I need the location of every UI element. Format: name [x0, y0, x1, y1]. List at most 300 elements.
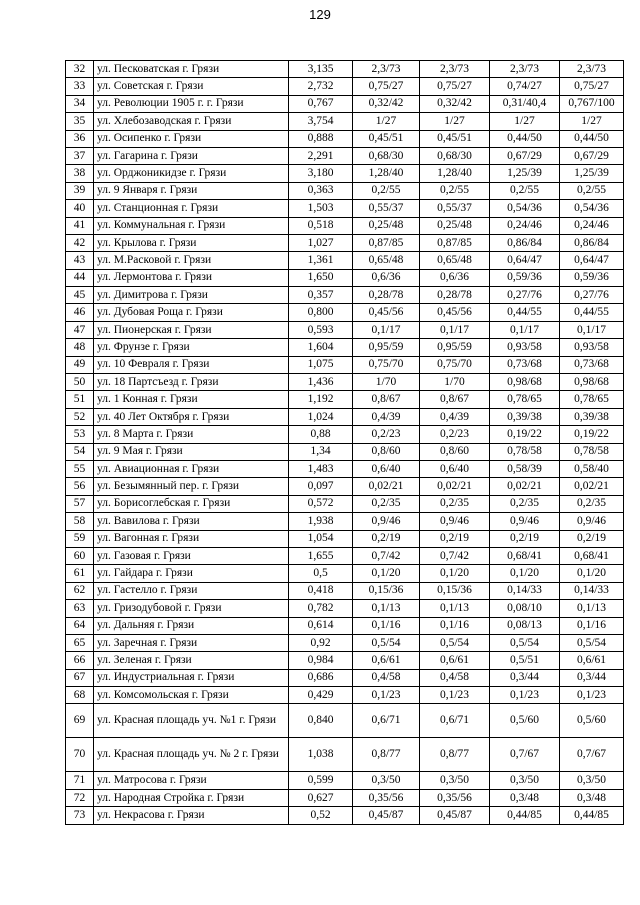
value-col-4: 0,73/68	[490, 356, 560, 373]
table-row	[66, 113, 624, 130]
value-col-1: 2,291	[289, 147, 353, 164]
row-number: 37	[66, 147, 94, 164]
table-row	[66, 304, 624, 321]
street-name: ул. Осипенко г. Грязи	[94, 130, 289, 147]
value-col-2: 0,8/67	[353, 391, 420, 408]
value-col-5: 0,44/55	[560, 304, 624, 321]
row-number: 71	[66, 772, 94, 789]
street-name: ул. Димитрова г. Грязи	[94, 287, 289, 304]
value-col-4: 0,9/46	[490, 513, 560, 530]
value-col-3: 0,1/17	[420, 321, 490, 338]
street-name: ул. М.Расковой г. Грязи	[94, 252, 289, 269]
value-col-2: 0,65/48	[353, 252, 420, 269]
value-col-3: 0,65/48	[420, 252, 490, 269]
value-col-3: 2,3/73	[420, 61, 490, 78]
row-number: 40	[66, 200, 94, 217]
value-col-5: 0,1/23	[560, 687, 624, 704]
street-name: ул. 40 Лет Октября г. Грязи	[94, 408, 289, 425]
row-number: 35	[66, 113, 94, 130]
table-row	[66, 339, 624, 356]
street-name: ул. Советская г. Грязи	[94, 78, 289, 95]
value-col-1: 1,650	[289, 269, 353, 286]
value-col-5: 0,3/48	[560, 789, 624, 806]
value-col-4: 0,54/36	[490, 200, 560, 217]
value-col-1: 1,34	[289, 443, 353, 460]
row-number: 38	[66, 165, 94, 182]
table-row	[66, 78, 624, 95]
value-col-3: 0,2/35	[420, 495, 490, 512]
value-col-3: 0,55/37	[420, 200, 490, 217]
value-col-3: 0,2/23	[420, 426, 490, 443]
value-col-4: 0,19/22	[490, 426, 560, 443]
street-name: ул. Песковатская г. Грязи	[94, 61, 289, 78]
value-col-5: 1/27	[560, 113, 624, 130]
value-col-5: 2,3/73	[560, 61, 624, 78]
value-col-2: 0,6/71	[353, 704, 420, 738]
value-col-5: 0,86/84	[560, 234, 624, 251]
value-col-5: 0,5/54	[560, 634, 624, 651]
street-name: ул. Революции 1905 г. г. Грязи	[94, 95, 289, 112]
value-col-4: 0,1/20	[490, 565, 560, 582]
value-col-2: 0,8/77	[353, 738, 420, 772]
value-col-4: 0,98/68	[490, 374, 560, 391]
street-name: ул. Красная площадь уч. №1 г. Грязи	[94, 704, 289, 738]
value-col-2: 1/27	[353, 113, 420, 130]
street-name: ул. Зеленая г. Грязи	[94, 652, 289, 669]
value-col-5: 0,1/17	[560, 321, 624, 338]
value-col-5: 0,24/46	[560, 217, 624, 234]
value-col-2: 0,4/39	[353, 408, 420, 425]
street-name: ул. Гризодубовой г. Грязи	[94, 600, 289, 617]
table-body	[66, 61, 624, 825]
value-col-2: 0,25/48	[353, 217, 420, 234]
value-col-5: 0,68/41	[560, 547, 624, 564]
value-col-2: 0,87/85	[353, 234, 420, 251]
row-number: 41	[66, 217, 94, 234]
value-col-5: 0,19/22	[560, 426, 624, 443]
value-col-4: 0,08/10	[490, 600, 560, 617]
value-col-5: 0,2/19	[560, 530, 624, 547]
value-col-3: 0,5/54	[420, 634, 490, 651]
street-name: ул. Борисоглебская г. Грязи	[94, 495, 289, 512]
value-col-2: 0,1/20	[353, 565, 420, 582]
value-col-3: 0,25/48	[420, 217, 490, 234]
street-name: ул. Гастелло г. Грязи	[94, 582, 289, 599]
value-col-5: 0,64/47	[560, 252, 624, 269]
value-col-1: 0,593	[289, 321, 353, 338]
value-col-5: 0,73/68	[560, 356, 624, 373]
value-col-1: 1,192	[289, 391, 353, 408]
row-number: 52	[66, 408, 94, 425]
value-col-5: 0,9/46	[560, 513, 624, 530]
value-col-3: 0,8/77	[420, 738, 490, 772]
value-col-2: 0,32/42	[353, 95, 420, 112]
page-number: 129	[309, 7, 331, 22]
value-col-3: 1/27	[420, 113, 490, 130]
row-number: 67	[66, 669, 94, 686]
value-col-1: 0,614	[289, 617, 353, 634]
value-col-2: 0,75/70	[353, 356, 420, 373]
table-row	[66, 807, 624, 824]
value-col-2: 0,1/16	[353, 617, 420, 634]
value-col-3: 0,75/70	[420, 356, 490, 373]
value-col-2: 0,5/54	[353, 634, 420, 651]
row-number: 55	[66, 460, 94, 477]
table-row	[66, 165, 624, 182]
street-name: ул. Безымянный пер. г. Грязи	[94, 478, 289, 495]
street-name: ул. Крылова г. Грязи	[94, 234, 289, 251]
value-col-1: 0,5	[289, 565, 353, 582]
street-name: ул. Авиационная г. Грязи	[94, 460, 289, 477]
value-col-3: 0,3/50	[420, 772, 490, 789]
street-name: ул. Пионерская г. Грязи	[94, 321, 289, 338]
street-name: ул. 9 Мая г. Грязи	[94, 443, 289, 460]
value-col-3: 0,15/36	[420, 582, 490, 599]
value-col-4: 0,78/65	[490, 391, 560, 408]
value-col-1: 3,180	[289, 165, 353, 182]
value-col-4: 0,68/41	[490, 547, 560, 564]
value-col-5: 0,78/65	[560, 391, 624, 408]
street-name: ул. Дальняя г. Грязи	[94, 617, 289, 634]
value-col-5: 0,1/16	[560, 617, 624, 634]
value-col-4: 1/27	[490, 113, 560, 130]
value-col-1: 1,483	[289, 460, 353, 477]
street-name: ул. Вавилова г. Грязи	[94, 513, 289, 530]
value-col-2: 0,1/23	[353, 687, 420, 704]
value-col-5: 0,27/76	[560, 287, 624, 304]
value-col-5: 0,1/20	[560, 565, 624, 582]
value-col-2: 0,45/56	[353, 304, 420, 321]
value-col-3: 0,6/40	[420, 460, 490, 477]
value-col-5: 0,5/60	[560, 704, 624, 738]
value-col-1: 0,800	[289, 304, 353, 321]
value-col-3: 0,75/27	[420, 78, 490, 95]
value-col-4: 0,74/27	[490, 78, 560, 95]
value-col-4: 0,02/21	[490, 478, 560, 495]
row-number: 39	[66, 182, 94, 199]
table-row	[66, 269, 624, 286]
value-col-1: 2,732	[289, 78, 353, 95]
row-number: 49	[66, 356, 94, 373]
value-col-1: 1,027	[289, 234, 353, 251]
value-col-3: 0,45/51	[420, 130, 490, 147]
value-col-3: 0,28/78	[420, 287, 490, 304]
street-name: ул. Станционная г. Грязи	[94, 200, 289, 217]
street-data-table	[65, 60, 624, 825]
value-col-4: 2,3/73	[490, 61, 560, 78]
street-name: ул. Лермонтова г. Грязи	[94, 269, 289, 286]
table-row	[66, 200, 624, 217]
value-col-2: 0,15/36	[353, 582, 420, 599]
value-col-3: 0,2/19	[420, 530, 490, 547]
value-col-5: 0,75/27	[560, 78, 624, 95]
value-col-5: 0,14/33	[560, 582, 624, 599]
value-col-1: 1,075	[289, 356, 353, 373]
value-col-5: 0,78/58	[560, 443, 624, 460]
row-number: 64	[66, 617, 94, 634]
value-col-5: 0,93/58	[560, 339, 624, 356]
value-col-1: 0,888	[289, 130, 353, 147]
street-name: ул. Орджоникидзе г. Грязи	[94, 165, 289, 182]
value-col-5: 0,3/44	[560, 669, 624, 686]
table-row	[66, 182, 624, 199]
table-row	[66, 287, 624, 304]
table-row	[66, 547, 624, 564]
value-col-2: 0,6/36	[353, 269, 420, 286]
value-col-3: 0,2/55	[420, 182, 490, 199]
street-name: ул. Матросова г. Грязи	[94, 772, 289, 789]
value-col-4: 0,27/76	[490, 287, 560, 304]
table-row	[66, 789, 624, 806]
table-row	[66, 356, 624, 373]
street-name: ул. Индустриальная г. Грязи	[94, 669, 289, 686]
row-number: 57	[66, 495, 94, 512]
value-col-4: 0,3/48	[490, 789, 560, 806]
street-name: ул. Хлебозаводская г. Грязи	[94, 113, 289, 130]
value-col-1: 0,52	[289, 807, 353, 824]
value-col-3: 0,1/23	[420, 687, 490, 704]
value-col-5: 0,3/50	[560, 772, 624, 789]
value-col-2: 0,1/13	[353, 600, 420, 617]
value-col-2: 0,68/30	[353, 147, 420, 164]
value-col-1: 0,363	[289, 182, 353, 199]
value-col-1: 1,503	[289, 200, 353, 217]
row-number: 59	[66, 530, 94, 547]
value-col-2: 0,75/27	[353, 78, 420, 95]
value-col-4: 0,58/39	[490, 460, 560, 477]
table-row	[66, 495, 624, 512]
value-col-4: 0,1/17	[490, 321, 560, 338]
value-col-2: 0,4/58	[353, 669, 420, 686]
row-number: 47	[66, 321, 94, 338]
table-row	[66, 391, 624, 408]
street-name: ул. Фрунзе г. Грязи	[94, 339, 289, 356]
value-col-2: 1/70	[353, 374, 420, 391]
value-col-2: 0,28/78	[353, 287, 420, 304]
row-number: 48	[66, 339, 94, 356]
row-number: 34	[66, 95, 94, 112]
row-number: 61	[66, 565, 94, 582]
value-col-3: 0,1/16	[420, 617, 490, 634]
value-col-1: 0,92	[289, 634, 353, 651]
value-col-1: 0,418	[289, 582, 353, 599]
value-col-5: 0,44/85	[560, 807, 624, 824]
value-col-1: 0,599	[289, 772, 353, 789]
value-col-3: 0,4/39	[420, 408, 490, 425]
value-col-4: 0,44/85	[490, 807, 560, 824]
value-col-3: 0,68/30	[420, 147, 490, 164]
street-name: ул. 9 Января г. Грязи	[94, 182, 289, 199]
row-number: 72	[66, 789, 94, 806]
row-number: 73	[66, 807, 94, 824]
value-col-2: 0,02/21	[353, 478, 420, 495]
street-name: ул. 18 Партсъезд г. Грязи	[94, 374, 289, 391]
table-row	[66, 600, 624, 617]
value-col-2: 0,6/40	[353, 460, 420, 477]
value-col-1: 1,604	[289, 339, 353, 356]
table-row	[66, 530, 624, 547]
value-col-4: 0,5/54	[490, 634, 560, 651]
value-col-1: 3,135	[289, 61, 353, 78]
value-col-5: 0,1/13	[560, 600, 624, 617]
value-col-2: 0,55/37	[353, 200, 420, 217]
value-col-1: 0,627	[289, 789, 353, 806]
value-col-5: 1,25/39	[560, 165, 624, 182]
value-col-2: 1,28/40	[353, 165, 420, 182]
value-col-3: 0,1/20	[420, 565, 490, 582]
row-number: 50	[66, 374, 94, 391]
value-col-4: 0,39/38	[490, 408, 560, 425]
value-col-3: 0,9/46	[420, 513, 490, 530]
value-col-4: 0,31/40,4	[490, 95, 560, 112]
row-number: 53	[66, 426, 94, 443]
value-col-3: 0,4/58	[420, 669, 490, 686]
table-row	[66, 478, 624, 495]
value-col-4: 0,44/55	[490, 304, 560, 321]
row-number: 56	[66, 478, 94, 495]
value-col-4: 0,3/44	[490, 669, 560, 686]
value-col-5: 0,2/35	[560, 495, 624, 512]
value-col-5: 0,6/61	[560, 652, 624, 669]
value-col-3: 0,8/60	[420, 443, 490, 460]
value-col-4: 0,5/60	[490, 704, 560, 738]
value-col-3: 0,35/56	[420, 789, 490, 806]
value-col-1: 3,754	[289, 113, 353, 130]
table-row	[66, 634, 624, 651]
table-row	[66, 582, 624, 599]
table-row	[66, 95, 624, 112]
value-col-4: 0,2/19	[490, 530, 560, 547]
value-col-1: 1,655	[289, 547, 353, 564]
value-col-2: 0,3/50	[353, 772, 420, 789]
value-col-1: 0,782	[289, 600, 353, 617]
table-row	[66, 426, 624, 443]
value-col-1: 1,024	[289, 408, 353, 425]
value-col-5: 0,58/40	[560, 460, 624, 477]
value-col-1: 0,357	[289, 287, 353, 304]
value-col-3: 0,87/85	[420, 234, 490, 251]
table-row	[66, 443, 624, 460]
street-name: ул. 8 Марта г. Грязи	[94, 426, 289, 443]
value-col-5: 0,54/36	[560, 200, 624, 217]
value-col-4: 0,08/13	[490, 617, 560, 634]
table-row	[66, 252, 624, 269]
value-col-4: 0,59/36	[490, 269, 560, 286]
value-col-2: 0,2/19	[353, 530, 420, 547]
value-col-2: 0,45/87	[353, 807, 420, 824]
row-number: 42	[66, 234, 94, 251]
value-col-4: 0,93/58	[490, 339, 560, 356]
value-col-3: 0,6/36	[420, 269, 490, 286]
row-number: 70	[66, 738, 94, 772]
street-name: ул. 10 Февраля г. Грязи	[94, 356, 289, 373]
table-row	[66, 513, 624, 530]
row-number: 44	[66, 269, 94, 286]
street-name: ул. Комсомольская г. Грязи	[94, 687, 289, 704]
value-col-5: 0,59/36	[560, 269, 624, 286]
row-number: 46	[66, 304, 94, 321]
value-col-4: 0,67/29	[490, 147, 560, 164]
street-name: ул. Некрасова г. Грязи	[94, 807, 289, 824]
value-col-4: 0,2/35	[490, 495, 560, 512]
table-row	[66, 704, 624, 738]
street-name: ул. 1 Конная г. Грязи	[94, 391, 289, 408]
value-col-2: 0,45/51	[353, 130, 420, 147]
value-col-3: 0,95/59	[420, 339, 490, 356]
value-col-3: 0,8/67	[420, 391, 490, 408]
table-row	[66, 61, 624, 78]
value-col-3: 0,02/21	[420, 478, 490, 495]
value-col-1: 0,840	[289, 704, 353, 738]
street-name: ул. Дубовая Роща г. Грязи	[94, 304, 289, 321]
value-col-1: 1,361	[289, 252, 353, 269]
value-col-1: 1,938	[289, 513, 353, 530]
value-col-3: 0,45/56	[420, 304, 490, 321]
value-col-1: 0,097	[289, 478, 353, 495]
value-col-5: 0,767/100	[560, 95, 624, 112]
value-col-2: 2,3/73	[353, 61, 420, 78]
value-col-4: 0,78/58	[490, 443, 560, 460]
value-col-3: 0,1/13	[420, 600, 490, 617]
value-col-2: 0,2/55	[353, 182, 420, 199]
value-col-1: 0,518	[289, 217, 353, 234]
table-row	[66, 617, 624, 634]
value-col-4: 0,44/50	[490, 130, 560, 147]
row-number: 65	[66, 634, 94, 651]
row-number: 58	[66, 513, 94, 530]
row-number: 69	[66, 704, 94, 738]
table-row	[66, 652, 624, 669]
table-row	[66, 738, 624, 772]
value-col-1: 1,054	[289, 530, 353, 547]
value-col-3: 0,7/42	[420, 547, 490, 564]
value-col-2: 0,9/46	[353, 513, 420, 530]
value-col-4: 0,7/67	[490, 738, 560, 772]
value-col-2: 0,7/42	[353, 547, 420, 564]
table-row	[66, 321, 624, 338]
value-col-5: 0,02/21	[560, 478, 624, 495]
table-row	[66, 217, 624, 234]
table-row	[66, 130, 624, 147]
value-col-3: 0,6/71	[420, 704, 490, 738]
value-col-3: 0,32/42	[420, 95, 490, 112]
value-col-1: 0,686	[289, 669, 353, 686]
value-col-1: 0,429	[289, 687, 353, 704]
table-row	[66, 460, 624, 477]
street-name: ул. Народная Стройка г. Грязи	[94, 789, 289, 806]
table-row	[66, 234, 624, 251]
row-number: 32	[66, 61, 94, 78]
row-number: 45	[66, 287, 94, 304]
value-col-4: 0,2/55	[490, 182, 560, 199]
value-col-5: 0,44/50	[560, 130, 624, 147]
value-col-2: 0,2/23	[353, 426, 420, 443]
row-number: 60	[66, 547, 94, 564]
value-col-4: 0,24/46	[490, 217, 560, 234]
value-col-5: 0,2/55	[560, 182, 624, 199]
value-col-1: 1,038	[289, 738, 353, 772]
table-row	[66, 772, 624, 789]
value-col-3: 1/70	[420, 374, 490, 391]
table-row	[66, 147, 624, 164]
value-col-2: 0,1/17	[353, 321, 420, 338]
value-col-3: 0,45/87	[420, 807, 490, 824]
row-number: 63	[66, 600, 94, 617]
value-col-3: 0,6/61	[420, 652, 490, 669]
value-col-5: 0,98/68	[560, 374, 624, 391]
row-number: 36	[66, 130, 94, 147]
street-name: ул. Вагонная г. Грязи	[94, 530, 289, 547]
